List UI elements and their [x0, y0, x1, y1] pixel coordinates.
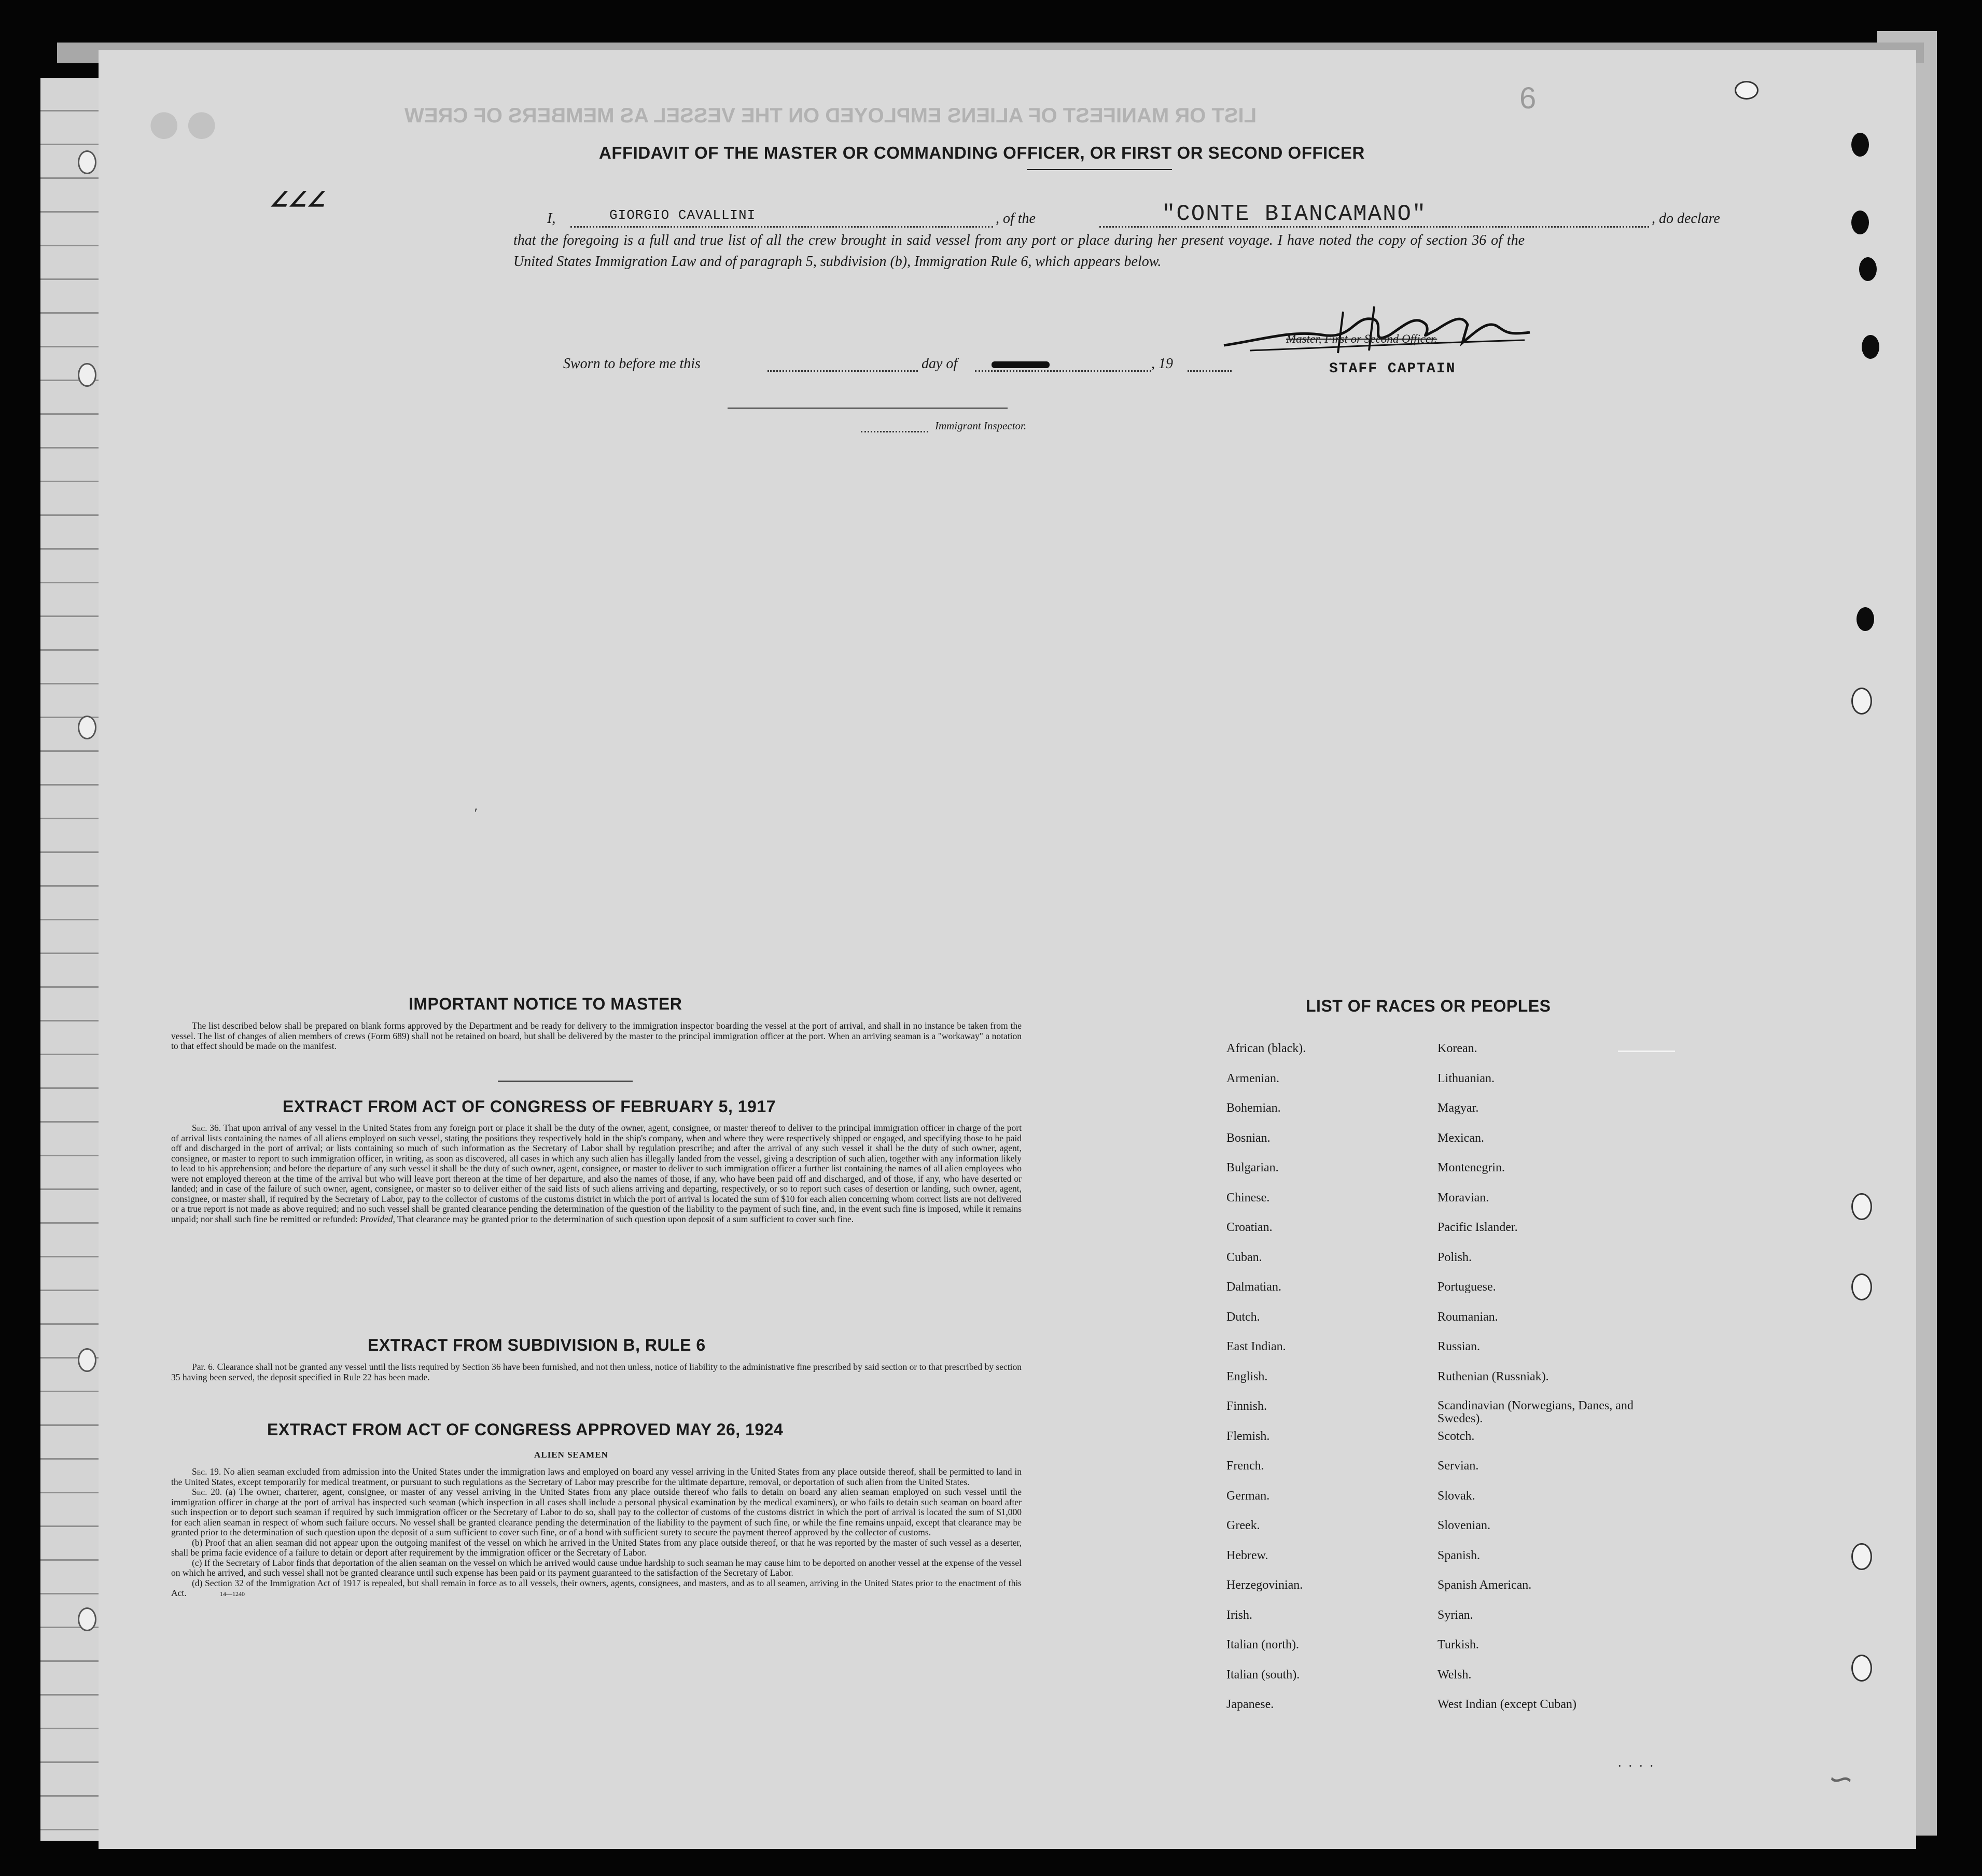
- race-item: Finnish.: [1226, 1399, 1267, 1413]
- rule6-body: Par. 6. Clearance shall not be granted any vessel until the lists required by Section 36 have been furnished, and not then unless, notice of liability to the administrative fine prescribed by said section or to that prescribed by section 35 having been served, the deposit specified in Rule 22 has been made.: [171, 1362, 1022, 1382]
- race-item: German.: [1226, 1489, 1270, 1503]
- race-item: Dalmatian.: [1226, 1280, 1281, 1294]
- left-ruled-sheet: [40, 78, 103, 1841]
- races-right-column: [1437, 1042, 1635, 1728]
- punch-hole: [1851, 133, 1869, 157]
- stray-mark: ′: [474, 806, 478, 821]
- punch-hole: [1851, 211, 1869, 234]
- officer-name: GIORGIO CAVALLINI: [609, 207, 756, 223]
- trailing-dots: ....: [1618, 1755, 1660, 1770]
- sec-36-tail: That clearance may be granted prior to the determination of such question upon deposit of a sum sufficient to cover such fine.: [397, 1213, 854, 1224]
- race-item: Hebrew.: [1226, 1548, 1268, 1562]
- sec-20b-body: (b) Proof that an alien seaman did not appear upon the outgoing manifest of the vessel on which he arrived in the United States from any place outside thereof, or that he was reported by the master of such vessel as a deserter, shall be prima facie evidence of a failure to detain or deport after requirement by the immigration officer or the Secretary of Labor.: [171, 1537, 1022, 1558]
- race-item: Bohemian.: [1226, 1101, 1281, 1115]
- race-item: Ruthenian (Russniak).: [1437, 1369, 1549, 1383]
- race-item: Turkish.: [1437, 1638, 1479, 1651]
- punch-hole: [1851, 1543, 1872, 1570]
- sec-20d-body: (d) Section 32 of the Immigration Act of 1917 is repealed, but shall remain in force as to all vessels, their owners, agents, consignees, and masters, and as to all seamen, arriving in the United States prior to the enactment of this Act.: [171, 1577, 1022, 1598]
- sec-20-label: Sec. 20.: [192, 1487, 222, 1497]
- notice-title: IMPORTANT NOTICE TO MASTER: [409, 995, 682, 1013]
- race-item: Chinese.: [1226, 1191, 1270, 1205]
- bleed-through-page-number: 6: [1519, 81, 1537, 115]
- punch-hole: [1859, 257, 1877, 281]
- bleed-through-stamp: ●●: [145, 87, 220, 157]
- race-item: Roumanian.: [1437, 1310, 1498, 1324]
- punch-hole: [1735, 81, 1758, 100]
- title-underline: [1027, 169, 1172, 170]
- sworn-year-line: [1188, 370, 1232, 372]
- affidavit-body: that the foregoing is a full and true list of all the crew brought in said vessel from any port or place during her present voyage. I have noted the copy of section 36 of the United States Immigration Law and of paragraph 5, subdivision (b), Immigration Rule 6, which appears below.: [513, 232, 1525, 270]
- race-item: Korean.: [1437, 1042, 1477, 1055]
- of-the-label: , of the: [996, 211, 1036, 227]
- race-item: West Indian (except Cuban): [1437, 1698, 1576, 1711]
- race-item: Herzegovinian.: [1226, 1578, 1303, 1592]
- day-of-label: day of: [922, 356, 958, 372]
- notice-text: [171, 1021, 1022, 1052]
- race-item: Polish.: [1437, 1250, 1472, 1264]
- race-item: African (black).: [1226, 1042, 1306, 1055]
- race-item: Slovenian.: [1437, 1519, 1490, 1532]
- race-item: Italian (south).: [1226, 1668, 1300, 1682]
- race-item: Montenegrin.: [1437, 1161, 1505, 1174]
- race-item: Syrian.: [1437, 1608, 1473, 1622]
- extract-1924-text: [171, 1467, 1022, 1600]
- race-item: Magyar.: [1437, 1101, 1479, 1115]
- binder-ring: [78, 363, 96, 387]
- race-item: Dutch.: [1226, 1310, 1260, 1324]
- redacted-mark: [992, 361, 1050, 368]
- corner-handwriting: ∽: [1825, 1762, 1852, 1796]
- race-item: Bosnian.: [1226, 1131, 1271, 1145]
- staff-captain-stamp: STAFF CAPTAIN: [1329, 361, 1456, 377]
- sworn-label: Sworn to before me this: [563, 356, 701, 372]
- punch-hole: [1851, 1655, 1872, 1682]
- punch-hole: [1862, 335, 1879, 359]
- race-item: Irish.: [1226, 1608, 1252, 1622]
- punch-hole: [1851, 1193, 1872, 1220]
- race-item: Spanish.: [1437, 1548, 1481, 1562]
- race-item: Scandinavian (Norwegians, Danes, and Swedes).: [1437, 1399, 1634, 1425]
- extract-rule6-text: [171, 1362, 1022, 1382]
- race-item: Scotch.: [1437, 1429, 1475, 1443]
- handwritten-mark: ∠∠∠: [270, 188, 326, 211]
- sec-20c-body: (c) If the Secretary of Labor finds that deportation of the alien seaman on the vessel on which he arrived would cause undue hardship to such seaman he may cause him to be deported on another vessel at the expense of the vessel on which he arrived, and such vessel shall not be granted clearance until such expense has been paid or its payment guaranteed to the satisfaction of the Secretary of Labor.: [171, 1557, 1022, 1578]
- race-item: French.: [1226, 1459, 1264, 1473]
- binder-ring: [78, 150, 96, 174]
- punch-hole: [1851, 688, 1872, 715]
- sec-19-label: Sec. 19.: [192, 1466, 221, 1477]
- binder-ring: [78, 1607, 96, 1631]
- alien-seamen-subtitle: ALIEN SEAMEN: [534, 1450, 608, 1460]
- extract-rule6-title: EXTRACT FROM SUBDIVISION B, RULE 6: [368, 1336, 706, 1354]
- race-item: Spanish American.: [1437, 1578, 1532, 1592]
- sec-20a-body: (a) The owner, charterer, agent, consignee, or master of any vessel arriving in the United States from any place outside thereof who fails to detain on board any alien seaman employed on such vessel until the immigration officer in charge at the port of arrival has inspected such seaman (which inspection in all cases shall include a personal physical examination by the medical examiners), or who fails to detain such seaman on board after such inspection or to deport such seaman if required by such immigration officer or the Secretary of Labor to do so, shall pay to the collector of customs of the customs district in which the port of arrival is located the sum of $1,000 for each alien seaman in respect of whom such failure occurs. No vessel shall be granted clearance pending the determination of the liability to the payment of such fine, or while the fine remains unpaid, except that clearance may be granted prior to the determination of such question upon the deposit of a sum sufficient to cover such fine, or of a bond with sufficient surety to secure the payment thereof approved by the collector of customs.: [171, 1487, 1022, 1537]
- name-line: [570, 226, 993, 228]
- sec-36-label: Sec. 36.: [192, 1123, 221, 1133]
- section-divider: [498, 1081, 633, 1082]
- race-item: Italian (north).: [1226, 1638, 1299, 1651]
- race-item: Servian.: [1437, 1459, 1479, 1473]
- extract-1917-text: [171, 1123, 1022, 1224]
- race-item: Cuban.: [1226, 1250, 1262, 1264]
- extract-1917-title: EXTRACT FROM ACT OF CONGRESS OF FEBRUARY 5, 1917: [283, 1097, 776, 1116]
- race-item: Greek.: [1226, 1519, 1260, 1532]
- race-item: Pacific Islander.: [1437, 1221, 1518, 1234]
- race-item: Portuguese.: [1437, 1280, 1496, 1294]
- race-item: Moravian.: [1437, 1191, 1489, 1205]
- race-item: Armenian.: [1226, 1071, 1279, 1085]
- punch-hole: [1851, 1273, 1872, 1300]
- punch-hole: [1857, 607, 1874, 631]
- races-left-column: [1226, 1042, 1306, 1728]
- race-item: Lithuanian.: [1437, 1071, 1495, 1085]
- race-item: Bulgarian.: [1226, 1161, 1279, 1174]
- document-page: [99, 50, 1916, 1849]
- sworn-day-line: [767, 370, 918, 372]
- i-label: I,: [547, 211, 556, 227]
- form-number: 14—1240: [220, 1590, 245, 1598]
- race-item: Welsh.: [1437, 1668, 1472, 1682]
- binder-ring: [78, 1348, 96, 1372]
- race-item: Croatian.: [1226, 1221, 1273, 1234]
- race-item: Japanese.: [1226, 1698, 1274, 1711]
- race-item: Mexican.: [1437, 1131, 1484, 1145]
- do-declare-label: , do declare: [1652, 211, 1720, 227]
- sworn-month-line: [975, 370, 1151, 372]
- year-label: , 19: [1151, 356, 1173, 372]
- signature-caption: Master, First or Second Officer.: [1286, 332, 1437, 345]
- race-item: Slovak.: [1437, 1489, 1475, 1503]
- sec-36-body: That upon arrival of any vessel in the United States from any foreign port or place it shall be the duty of the owner, agent, consignee, or master thereof to deliver to the principal immigration officer in charge of the port of arrival lists containing the names of all aliens employed on such vessel, stating the positions they respectively hold in the ship's company, when and where they were respectively shipped or engaged, and specifying those to be paid off and discharged in the port of arrival; or lists containing so much of such information as the Secretary of Labor shall by regulation prescribe; and after the arrival of any such vessel it shall be the duty of such owner, agent, consignee, or master to report to such immigration officer, in writing, as soon as discovered, all cases in which any such alien has illegally landed from the vessel, giving a description of such alien, together with any information likely to lead to his apprehension; and before the departure of any such vessel it shall be the duty of such owner, agent, consignee, or master to deliver to such immigration officer a further list containing the names of all alien employees who were not employed thereon at the time of the arrival but who will leave port thereon at the time of her departure, and also the names of those, if any, who have been paid off and discharged, and of those, if any, who have deserted or landed; and in case of the failure of such owner, agent, consignee, or master so to deliver either of the said lists of such aliens arriving and departing, respectively, or so to report such cases of desertion or landing, such owner, agent, consignee, or master shall, if required by the Secretary of Labor, pay to the collector of customs of the customs district in which the port of arrival is located the sum of $10 for each alien concerning whom correct lists are not delivered or a true report is not made as above required; and no such vessel shall be granted clearance pending the determination of the question of the liability to the payment of such fine, and, in the event such fine is imposed, while it remains unpaid; nor shall such fine be remitted or refunded:: [171, 1123, 1022, 1224]
- race-item: English.: [1226, 1369, 1268, 1383]
- vessel-name-stamp: "CONTE BIANCAMANO": [1162, 201, 1427, 227]
- affidavit-title: AFFIDAVIT OF THE MASTER OR COMMANDING OFFICER, OR FIRST OR SECOND OFFICER: [599, 143, 1365, 162]
- inspector-caption: Immigrant Inspector.: [935, 419, 1027, 432]
- sec-19-body: No alien seaman excluded from admission into the United States under the immigration laws and employed on board any vessel arriving in the United States from any place outside thereof, shall be permitted to land in the United States, except temporarily for medical treatment, or pursuant to such regulations as the Secretary of Labor may prescribe for the ultimate departure, removal, or deportation of such alien from the United States.: [171, 1466, 1022, 1487]
- provided-word: Provided,: [360, 1213, 395, 1224]
- race-item: East Indian.: [1226, 1340, 1286, 1353]
- inspector-line: [728, 408, 1008, 409]
- race-item: Russian.: [1437, 1340, 1481, 1353]
- binder-ring: [78, 716, 96, 739]
- bleed-through-title: LIST OR MANIFEST OF ALIENS EMPLOYED ON THE VESSEL AS MEMBERS OF CREW: [404, 104, 1257, 127]
- race-item: Flemish.: [1226, 1429, 1270, 1443]
- races-title: LIST OF RACES OR PEOPLES: [1306, 997, 1551, 1015]
- inspector-dots: [861, 431, 928, 432]
- extract-1924-title: EXTRACT FROM ACT OF CONGRESS APPROVED MAY 26, 1924: [267, 1420, 784, 1439]
- notice-body: The list described below shall be prepared on blank forms approved by the Department and be ready for delivery to the immigration inspector boarding the vessel at the port of arrival, and shall in no instance be taken from the vessel. The list of changes of alien members of crews (Form 689) shall not be retained on board, but shall be delivered by the master to the principal immigration officer at the port. When an arriving seaman is a "workaway" a notation to that effect should be made on the manifest.: [171, 1020, 1022, 1051]
